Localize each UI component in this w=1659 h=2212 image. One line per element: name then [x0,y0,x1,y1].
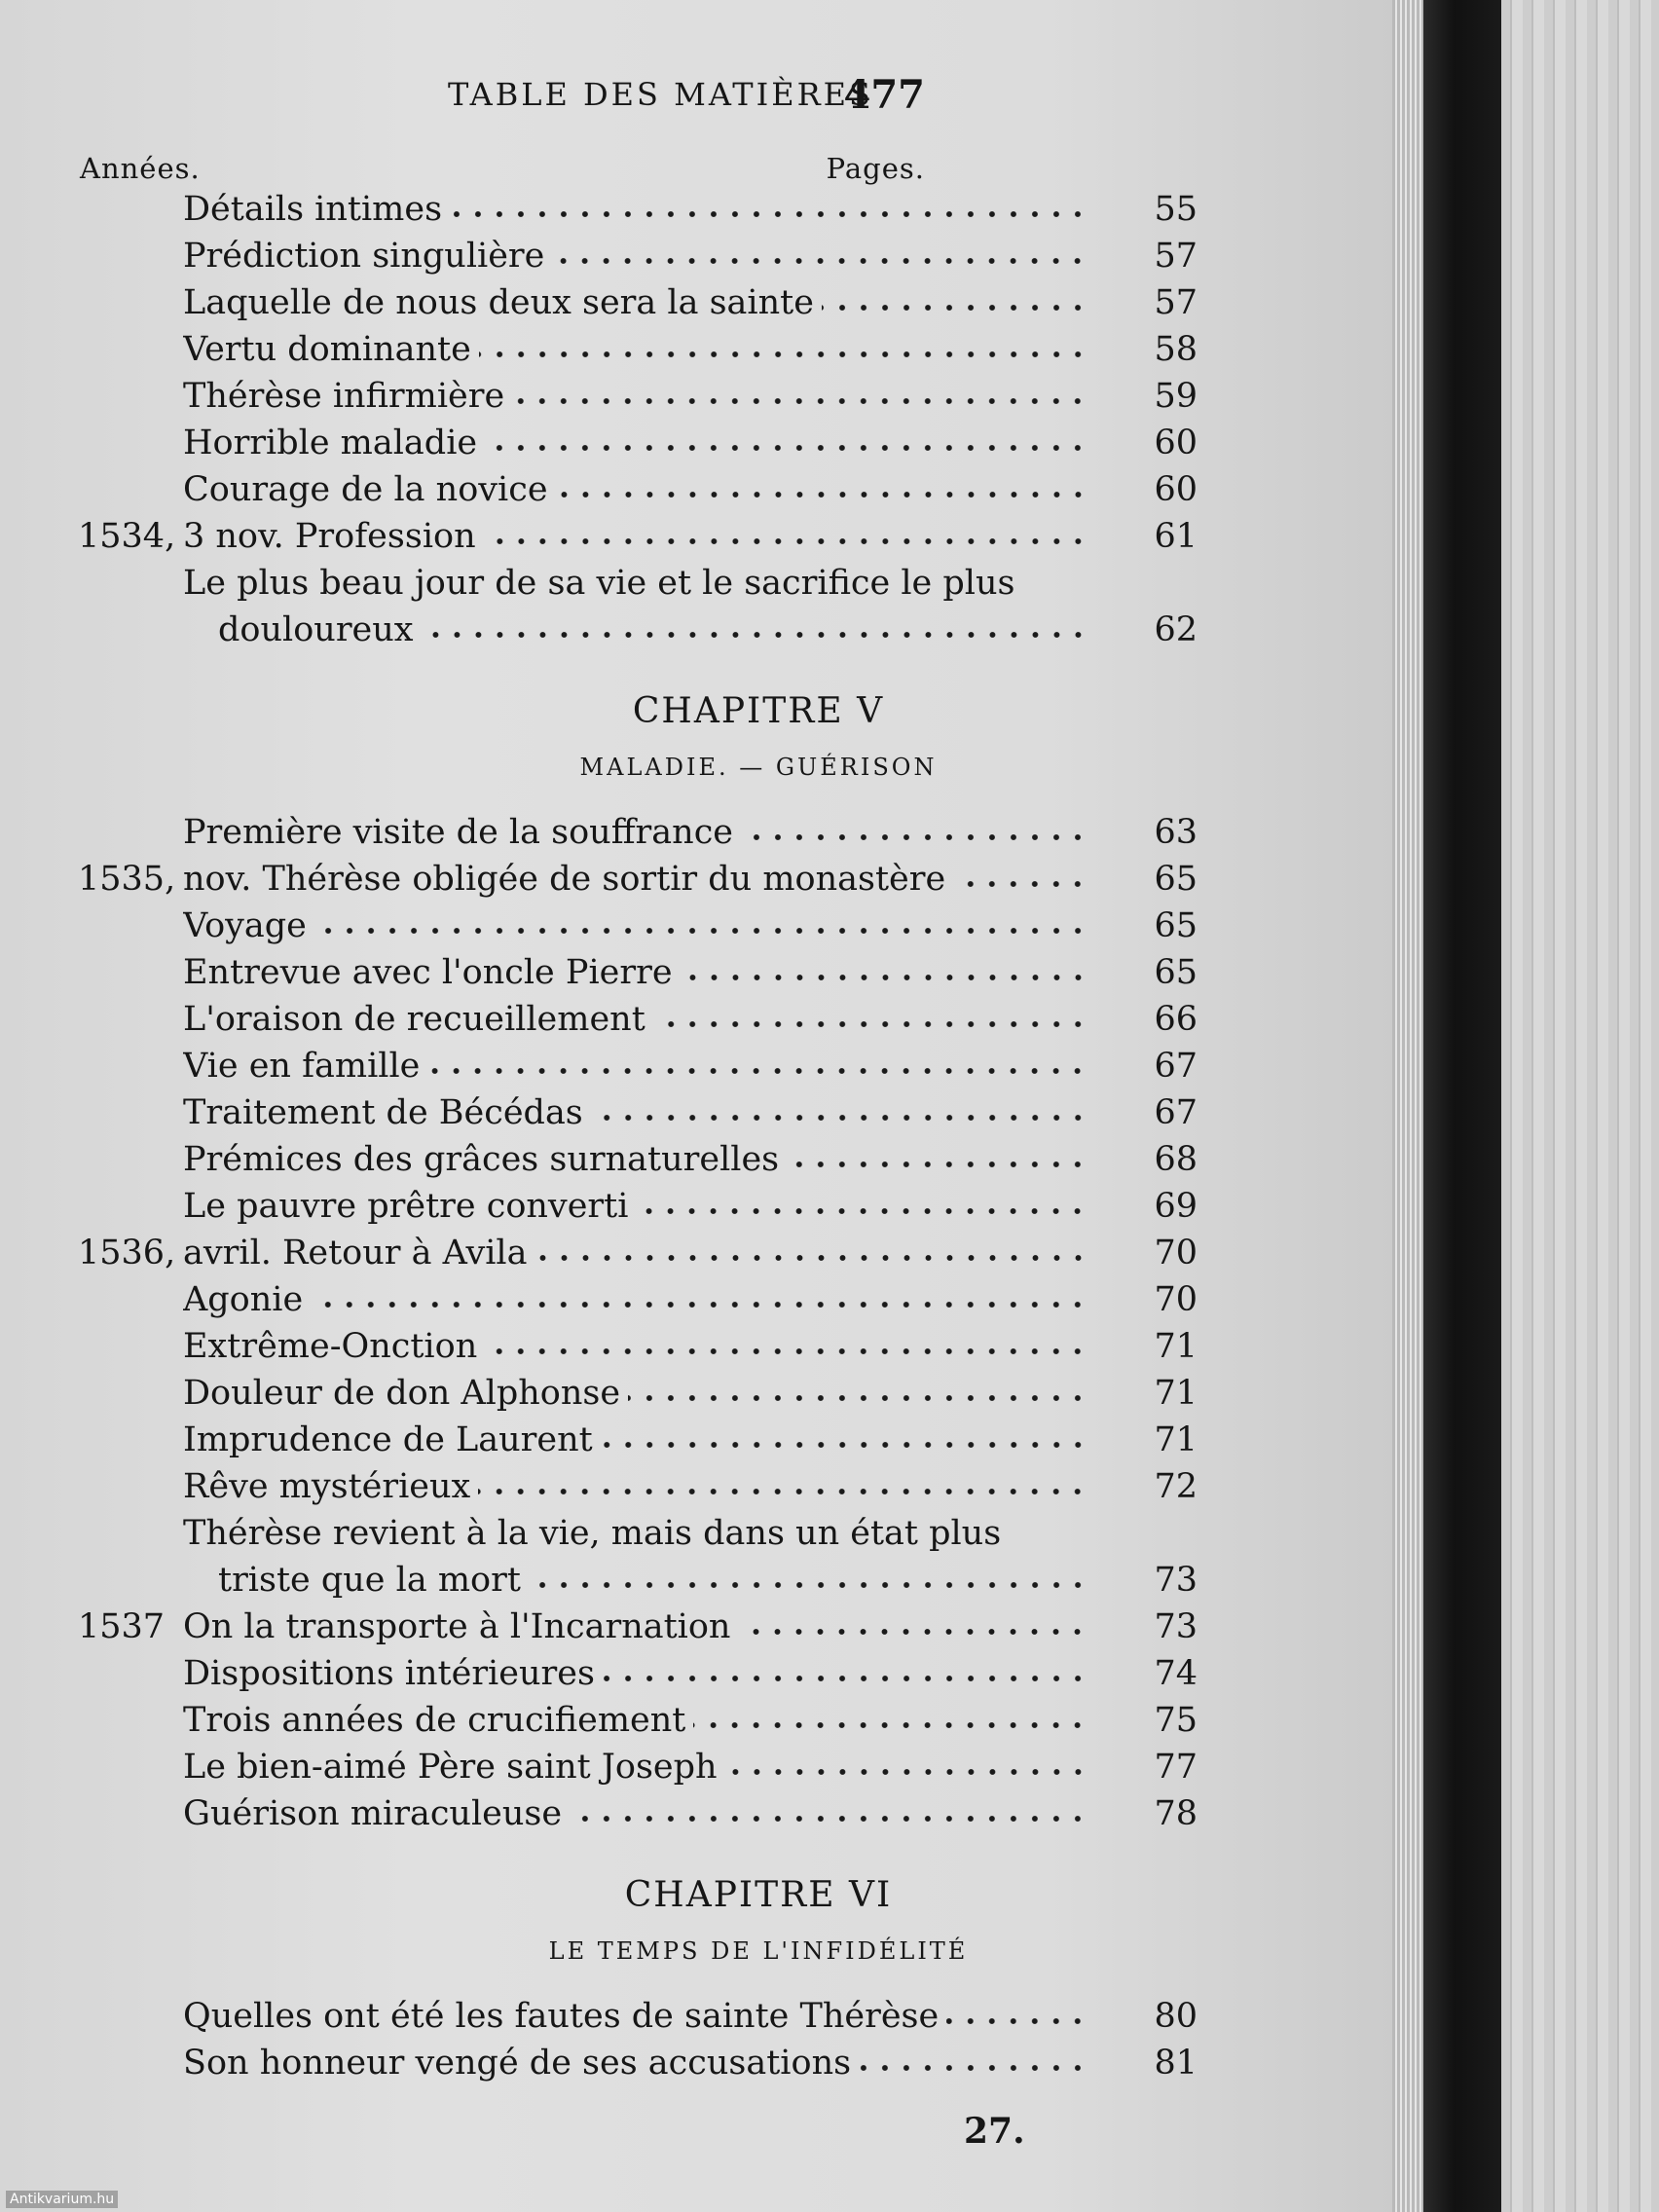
toc-entry [78,234,1198,278]
toc-entry [78,1558,1198,1603]
toc-entry [78,950,1198,995]
entry-title-line [183,1745,1088,1789]
entry-page-number: 58 [1154,330,1198,369]
entry-title-line [183,1994,1088,2039]
background-surface [1501,0,1659,2212]
dot-leader [741,831,1088,843]
entry-title: douloureux [218,610,414,649]
entry-page-number: 57 [1154,237,1198,276]
dot-leader [953,878,1088,890]
entry-page-number: 70 [1154,1234,1198,1272]
chapter-subtitle: LE TEMPS DE L'INFIDÉLITÉ [548,1937,969,1965]
entry-title: Quelles ont été les fautes de sainte Thérèse [183,1997,940,2036]
entry-title-line [183,1277,1088,1322]
toc-entry [78,1044,1198,1088]
entry-title: Le bien-aimé Père saint Joseph [183,1748,718,1787]
dot-leader [738,1626,1088,1638]
entry-page-number: 81 [1154,2044,1198,2083]
entry-title-line [183,467,1088,512]
column-header-pages: Pages. [826,152,925,185]
entry-title: Première visite de la souffrance [183,813,734,852]
dot-leader [693,1719,1088,1731]
dot-leader [946,2015,1088,2027]
toc-entry [78,1137,1198,1182]
entry-page-number: 75 [1154,1701,1198,1740]
dot-leader [422,629,1088,641]
entry-page-number: 65 [1154,906,1198,945]
entry-title: Vertu dominante [183,330,471,369]
entry-page-number: 59 [1154,377,1198,416]
dot-leader [529,1579,1088,1591]
entry-title-line [183,1137,1088,1182]
toc-entry [78,1231,1198,1275]
toc-entry [78,1464,1198,1509]
entry-title-line [183,1184,1088,1229]
entry-title-line [183,374,1088,419]
entry-title: Guérison miraculeuse [183,1794,563,1833]
entry-title-line [183,280,1088,325]
dot-leader [311,1299,1088,1310]
dot-leader [787,1159,1088,1170]
dot-leader [552,255,1088,267]
entry-title: Agonie [183,1280,304,1319]
entry-page-number: 72 [1154,1467,1198,1506]
dot-leader [859,2062,1088,2074]
entry-title: Courage de la novice [183,470,548,509]
chapter-subtitle: MALADIE. — GUÉRISON [579,754,938,781]
page-fore-edge [1392,0,1423,2212]
entry-page-number: 63 [1154,813,1198,852]
dot-leader [314,925,1088,937]
dot-leader [601,1439,1088,1451]
entry-title-line [183,1231,1088,1275]
entry-page-number: 57 [1154,283,1198,322]
toc-entry [78,421,1198,465]
toc-entry [78,1418,1198,1462]
toc-entry [78,1698,1198,1743]
dot-leader [535,1252,1089,1264]
chapter-heading: CHAPITRE V [632,691,885,731]
entry-title: triste que la mort [218,1561,521,1600]
entry-page-number: 74 [1154,1654,1198,1693]
toc-entry [78,810,1198,855]
entry-title: Imprudence de Laurent [183,1420,593,1459]
entry-title: Traitement de Bécédas [183,1093,583,1132]
entry-page-number: 60 [1154,424,1198,462]
entry-title-line [183,1090,1088,1135]
entry-title-line [183,1604,1088,1649]
dot-leader [628,1392,1088,1404]
entry-page-number: 78 [1154,1794,1198,1833]
watermark: Antikvarium.hu [6,2191,118,2208]
entry-page-number: 73 [1154,1561,1198,1600]
toc-entry [78,280,1198,325]
toc-entry [78,514,1198,559]
entry-title: nov. Thérèse obligée de sortir du monastère [183,860,946,899]
entry-page-number: 65 [1154,953,1198,992]
entry-title: Son honneur vengé de ses accusations [183,2044,852,2083]
entry-title-line [183,1791,1088,1836]
entry-title-line [183,857,1088,902]
toc-entry [78,1277,1198,1322]
toc-entry [78,857,1198,902]
dot-leader [570,1813,1088,1825]
entry-page-number: 62 [1154,610,1198,649]
entry-title: Vie en famille [183,1047,421,1086]
dot-leader [485,442,1088,454]
entry-page-number: 67 [1154,1047,1198,1086]
entry-page-number: 73 [1154,1607,1198,1646]
toc-entry [78,1371,1198,1416]
entry-title-line [183,950,1088,995]
book-spine [1423,0,1501,2212]
dot-leader [484,535,1088,547]
entry-page-number: 70 [1154,1280,1198,1319]
entry-page-number: 69 [1154,1187,1198,1226]
entry-page-number: 61 [1154,517,1198,556]
page-number: 477 [843,72,925,118]
entry-title-line [183,1464,1088,1509]
entry-title: Extrême-Onction [183,1327,478,1366]
entry-page-number: 66 [1154,1000,1198,1039]
entry-title-line [183,234,1088,278]
entry-page-number: 60 [1154,470,1198,509]
entry-title: Dispositions intérieures [183,1654,595,1693]
running-title: TABLE DES MATIÈRES [448,76,873,113]
toc-entry [78,997,1198,1042]
entry-title-line [183,1698,1088,1743]
entry-title: Le pauvre prêtre converti [183,1187,629,1226]
entry-year: 1534, [78,517,176,556]
toc-entry [78,1791,1198,1836]
entry-title-line [183,1371,1088,1416]
entry-title: Rêve mystérieux [183,1467,471,1506]
toc-entry [78,608,1198,652]
entry-title: Trois années de crucifiement [183,1701,686,1740]
entry-title: Entrevue avec l'oncle Pierre [183,953,673,992]
entry-title: Voyage [183,906,307,945]
dot-leader [512,395,1088,407]
toc-entry [78,1604,1198,1649]
dot-leader [427,1065,1088,1077]
dot-leader [591,1112,1088,1124]
entry-title: Prémices des grâces surnaturelles [183,1140,780,1179]
toc-entry [78,1511,1198,1556]
entry-page-number: 65 [1154,860,1198,899]
column-header-years: Années. [80,152,201,185]
entry-title-line [183,2041,1088,2085]
entry-year: 1536, [78,1234,176,1272]
chapter-heading: CHAPITRE VI [624,1875,893,1915]
entry-title-line [183,421,1088,465]
entry-title-line [183,997,1088,1042]
entry-title: On la transporte à l'Incarnation [183,1607,731,1646]
dot-leader [681,972,1088,983]
entry-year: 1537 [78,1607,166,1646]
dot-leader [636,1205,1088,1217]
dot-leader [822,302,1088,313]
entry-title: L'oraison de recueillement [183,1000,645,1039]
entry-title: Horrible maladie [183,424,478,462]
entry-title-line [183,561,1100,606]
entry-title-line [183,1418,1088,1462]
toc-entry [78,374,1198,419]
entry-title-line [183,1511,1100,1556]
entry-title-line [218,608,1088,652]
entry-page-number: 80 [1154,1997,1198,2036]
entry-title-line [183,810,1088,855]
entry-title: Laquelle de nous deux sera la sainte [183,283,814,322]
toc-entry [78,1745,1198,1789]
dot-leader [556,489,1088,500]
toc-entry [78,2041,1198,2085]
entry-page-number: 71 [1154,1327,1198,1366]
entry-title: avril. Retour à Avila [183,1234,528,1272]
dot-leader [653,1018,1088,1030]
signature-mark: 27. [964,2111,1025,2152]
dot-leader [450,208,1088,220]
entry-page-number: 55 [1154,190,1198,229]
toc-entry [78,1651,1198,1696]
entry-page-number: 77 [1154,1748,1198,1787]
entry-title-line [183,1651,1088,1696]
entry-title: 3 nov. Profession [183,517,476,556]
entry-page-number: 71 [1154,1374,1198,1413]
toc-entry [78,1184,1198,1229]
toc-entry [78,327,1198,372]
entry-title: Le plus beau jour de sa vie et le sacrifice le plus [183,564,1015,603]
entry-page-number: 68 [1154,1140,1198,1179]
toc-entry [78,903,1198,948]
entry-title: Douleur de don Alphonse [183,1374,621,1413]
dot-leader [725,1766,1088,1778]
toc-entry [78,1324,1198,1369]
entry-title-line [183,187,1088,232]
dot-leader [603,1673,1088,1684]
toc-entry [78,187,1198,232]
entry-title: Prédiction singulière [183,237,545,276]
entry-title-line [183,1044,1088,1088]
entry-title: Thérèse infirmière [183,377,505,416]
toc-entry [78,1994,1198,2039]
entry-title: Thérèse revient à la vie, mais dans un état plus [183,1514,1002,1553]
entry-title: Détails intimes [183,190,443,229]
entry-page-number: 67 [1154,1093,1198,1132]
toc-entry [78,1090,1198,1135]
entry-year: 1535, [78,860,176,899]
entry-title-line [183,903,1088,948]
entry-page-number: 71 [1154,1420,1198,1459]
entry-title-line [183,327,1088,372]
dot-leader [479,349,1088,360]
entry-title-line [183,1324,1088,1369]
toc-entry [78,467,1198,512]
entry-title-line [218,1558,1088,1603]
entry-title-line [183,514,1088,559]
dot-leader [485,1346,1088,1357]
dot-leader [478,1486,1088,1497]
toc-entry [78,561,1198,606]
